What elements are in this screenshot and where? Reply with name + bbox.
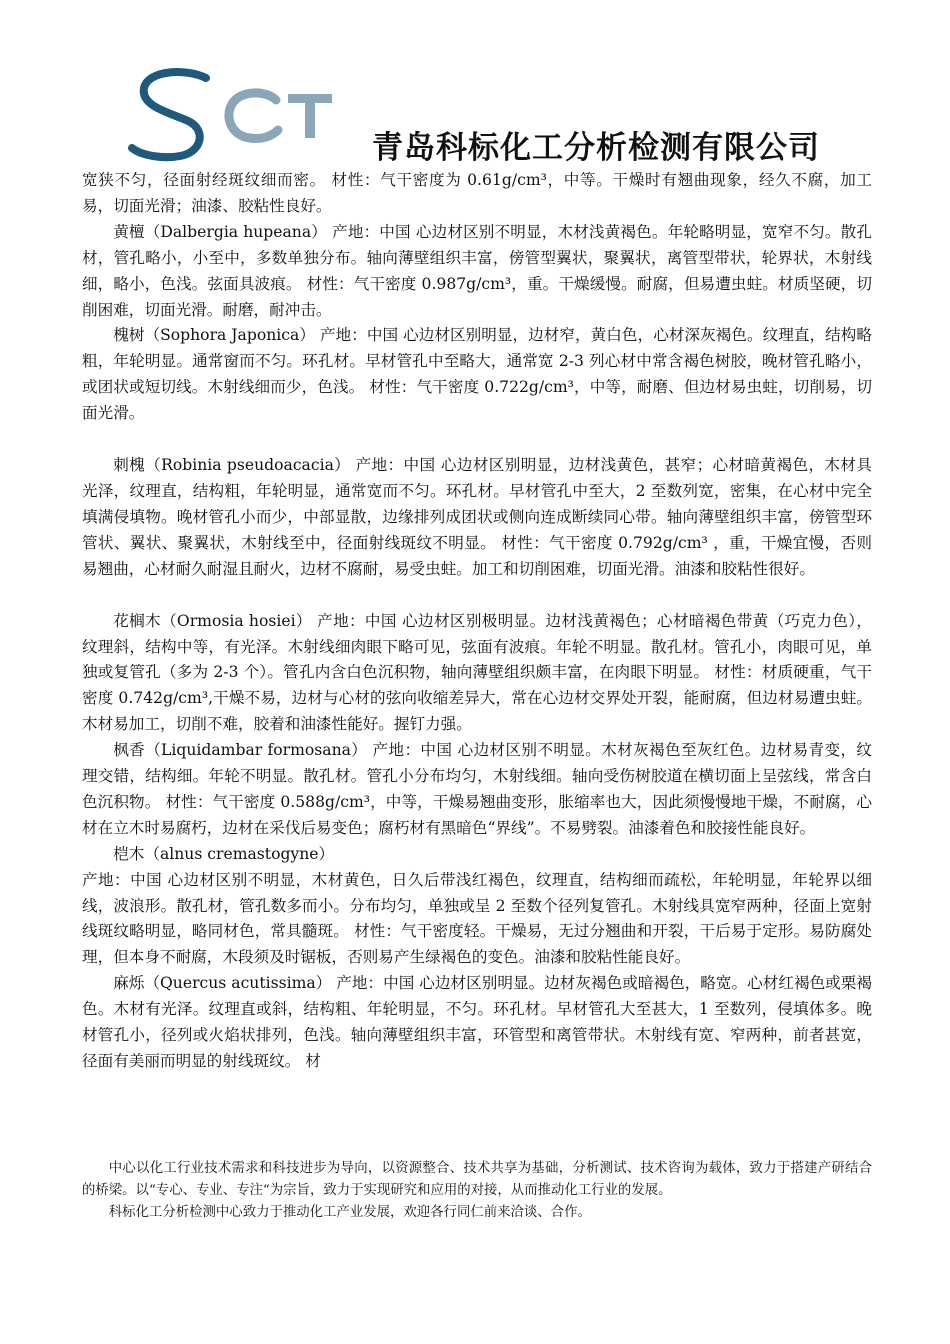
- footer-intro: 中心以化工行业技术需求和科技进步为导向，以资源整合、技术共享为基础，分析测试、技术咨询为载体，致力于搭建产研结合的桥梁。以“专心、专业、专注“为宗旨，致力于实现研究和应用的对接，从而推动化工行业的发展。: [82, 1161, 872, 1198]
- spacer: [82, 583, 872, 609]
- heading-qimu: 桤木（alnus cremastogyne）: [113, 844, 335, 863]
- paragraph-cihuai: 刺槐（Robinia pseudoacacia） 产地：中国 心边材区别明显，边材浅黄色，甚窄；心材暗黄褐色，木材具光泽，纹理直，结构粗，年轮明显，通常宽而不匀。环孔材。早材管孔中至大，2 至数列宽，密集，在心材中完全填满侵填物。晚材管孔小而少，中部显散，边缘排列成团状或侧向连成断续同心带。轴向薄壁组织丰富，傍管型环管状、翼状、聚翼状，木射线至中，径面射线斑纹不明显。 材性：气干密度 0.792g/cm³ ，重，干燥宜慢，否则易翘曲，心材耐久耐湿且耐火，边材不腐耐，易受虫蛀。加工和切削困难，切面光滑。油漆和胶粘性很好。: [82, 456, 872, 578]
- paragraph-huaishu: 槐树（Sophora Japonica） 产地：中国 心边材区别明显，边材窄，黄白色，心材深灰褐色。纹理直，结构略粗，年轮明显。通常窗而不匀。环孔材。早材管孔中至略大，通常宽 2-3 列心材中常含褐色树胶，晚材管孔略小，或团状或短切线。木射线细而少，色浅。 材性：气干密度 0.722g/cm³，中等，耐磨、但边材易虫蛀，切削易，切面光滑。: [82, 326, 872, 423]
- paragraph-continuation: 宽狭不匀，径面射经斑纹细而密。 材性：气干密度为 0.61g/cm³，中等。干燥时有翘曲现象，经久不腐，加工易，切面光滑；油漆、胶粘性良好。: [82, 171, 872, 215]
- paragraph-fengxiang: 枫香（Liquidambar formosana） 产地：中国 心边材区别不明显。木材灰褐色至灰红色。边材易青变，纹理交错，结构细。年轮不明显。散孔材。管孔小分布均匀，木射线细。轴向受伤树胶道在横切面上呈弦线，常含白色沉积物。 材性：气干密度 0.588g/cm³，中等，干燥易翘曲变形，胀缩率也大，因此须慢慢地干燥，不耐腐，心材在立木时易腐朽，边材在采伐后易变色；腐朽材有黑暗色“界线”。不易劈裂。油漆着色和胶接性能良好。: [82, 741, 872, 837]
- company-name: 青岛科标化工分析检测有限公司: [372, 130, 820, 166]
- footer-invite: 科标化工分析检测中心致力于推动化工产业发展，欢迎各行同仁前来洽谈、合作。: [108, 1205, 591, 1220]
- paragraph-qimu: 产地：中国 心边材区别不明显，木材黄色，日久后带浅红褐色，纹理直，结构细而疏松，年轮明显，年轮界以细线，波浪形。散孔材，管孔数多而小。分布均匀，单独或呈 2 至数个径列复管孔。木射线具宽窄两种，径面上宽射线斑纹略明显，略同材色，常具髓斑。 材性：气干密度轻。干燥易，无过分翘曲和开裂，干后易于定形。易防腐处理，但本身不耐腐，木段须及时锯板，否则易产生绿褐色的变色。油漆和胶粘性能良好。: [82, 870, 872, 967]
- spacer: [82, 427, 872, 453]
- paragraph-hualimu: 花榈木（Ormosia hosiei） 产地：中国 心边材区别极明显。边材浅黄褐色；心材暗褐色带黄（巧克力色），纹理斜，结构中等，有光泽。木射线细肉眼下略可见，弦面有波痕。年轮不明显。散孔材。管孔小，肉眼可见，单独或复管孔（多为 2-3 个）。管孔内含白色沉积物，轴向薄壁组织颇丰富，在肉眼下明显。 材性：材质硬重，气干密度 0.742g/cm³,干燥不易，边材与心材的弦向收缩差异大，常在心边材交界处开裂，能耐腐，但边材易遭虫蛀。木材易加工，切削不难，胶着和油漆性能好。握钉力强。: [82, 611, 872, 734]
- footer: [82, 1158, 872, 1224]
- paragraph-mali: 麻烁（Quercus acutissima） 产地：中国 心边材区别明显。边材灰褐色或暗褐色，略宽。心材红褐色或栗褐色。木材有光泽。纹理直或斜，结构粗、年轮明显，不匀。环孔材。早材管孔大至甚大，1 至数列，侵填体多。晚材管孔小，径列或火焰状排列，色浅。轴向薄壁组织丰富，环管型和离管带状。木射线有宽、窄两种，前者甚宽，径面有美丽而明显的射线斑纹。 材: [82, 974, 872, 1070]
- paragraph-huangtan: 黄檀（Dalbergia hupeana） 产地：中国 心边材区别不明显，木材浅黄褐色。年轮略明显，宽窄不匀。散孔材，管孔略小，小至中，多数单独分布。轴向薄壁组织丰富，傍管型翼状，聚翼状，离管型带状，轮界状，木射线细，略小，色浅。弦面具波痕。 材性：气干密度 0.987g/cm³，重。干燥缓慢。耐腐，但易遭虫蛀。材质坚硬，切削困难，切面光滑。耐磨，耐冲击。: [82, 222, 872, 319]
- document-body: [82, 168, 872, 1075]
